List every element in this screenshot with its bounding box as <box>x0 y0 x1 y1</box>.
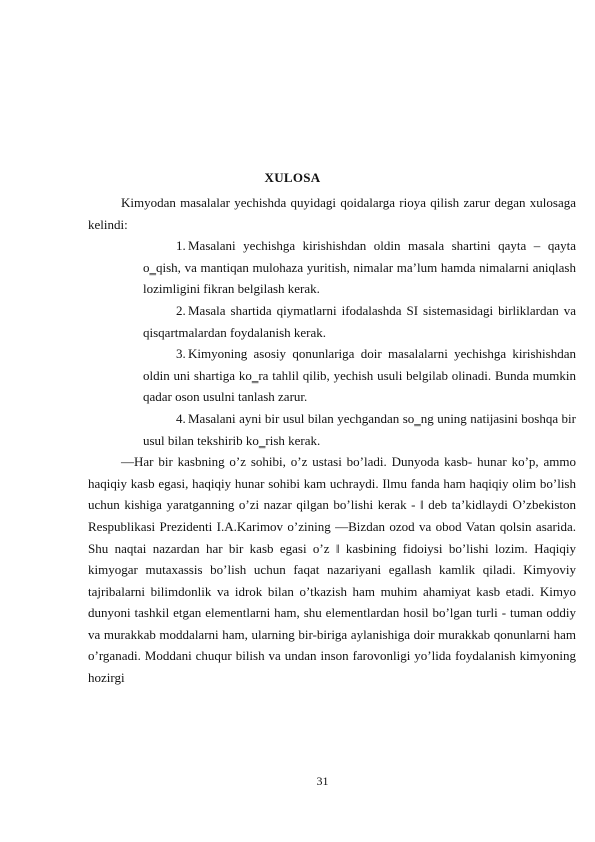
rules-list <box>88 235 576 451</box>
list-item: 4. Masalani ayni bir usul bilan yechgandan so‗ng uning natijasini boshqa bir usul bilan tekshirib ko‗rish kerak. <box>143 410 576 448</box>
list-item: 2. Masala shartida qiymatlarni ifodalashda SI sistemasidagi birliklardan va qisqartmalardan foydalanish kerak. <box>143 302 576 340</box>
document-body <box>88 192 576 689</box>
body-paragraph: ―Har bir kasbning o’z sohibi, o’z ustasi bo’ladi. Dunyoda kasb- hunar ko’p, ammo haqiqiy kasb egasi, haqiqiy hunar sohibi kam uchraydi. Ilmu fanda ham haqiqiy olim bo’lish uchun kishiga yaratganning o’zi nazar qilgan bo’lishi kerak - ‖ deb ta’kidlaydi O’zbekiston Respublikasi Prezidenti I.A.Karimov o’zining ―Bizdan ozod va obod Vatan qolsin asarida. Shu naqtai nazardan har bir kasb egasi o’z ‖ kasbining fidoiysi bo’lishi lozim. Haqiqiy kimyogar mutaxassis bo’lish uchun faqat nazariyani egallash kamlik qiladi. Kimyoviy tajribalarni bilimdonlik va idrok bilan o’tkazish ham muhim ahamiyat kasb etadi. Kimyo dunyoni tashkil etgan elementlarni ham, shu elementlardan hosil bo’lgan turli - tuman oddiy va murakkab moddalarni ham, ularning bir-biriga aylanishiga doir murakkab qonunlarni ham o’rganadi. Moddani chuqur bilish va undan inson farovonligi yo’lida foydalanish kimyoning hozirgi <box>88 454 576 686</box>
list-item: 1. Masalani yechishga kirishishdan oldin masala shartini qayta – qayta o‗qish, va mantiqan mulohaza yuritish, nimalar ma’lum hamda nimalarni aniqlash lozimligini fikran belgilash kerak. <box>143 238 576 297</box>
list-item: 3. Kimyoning asosiy qonunlariga doir masalalarni yechishga kirishishdan oldin uni shartiga ko‗ra tahlil qilib, yechish usuli belgilab olinadi. Bunda mumkin qadar oson usulni tanlash zarur. <box>143 346 576 405</box>
section-heading: XULOSA <box>264 170 321 185</box>
intro-paragraph: Kimyodan masalalar yechishda quyidagi qoidalarga rioya qilish zarur degan xulosaga kelindi: <box>88 195 576 232</box>
page-number: 31 <box>316 774 329 788</box>
